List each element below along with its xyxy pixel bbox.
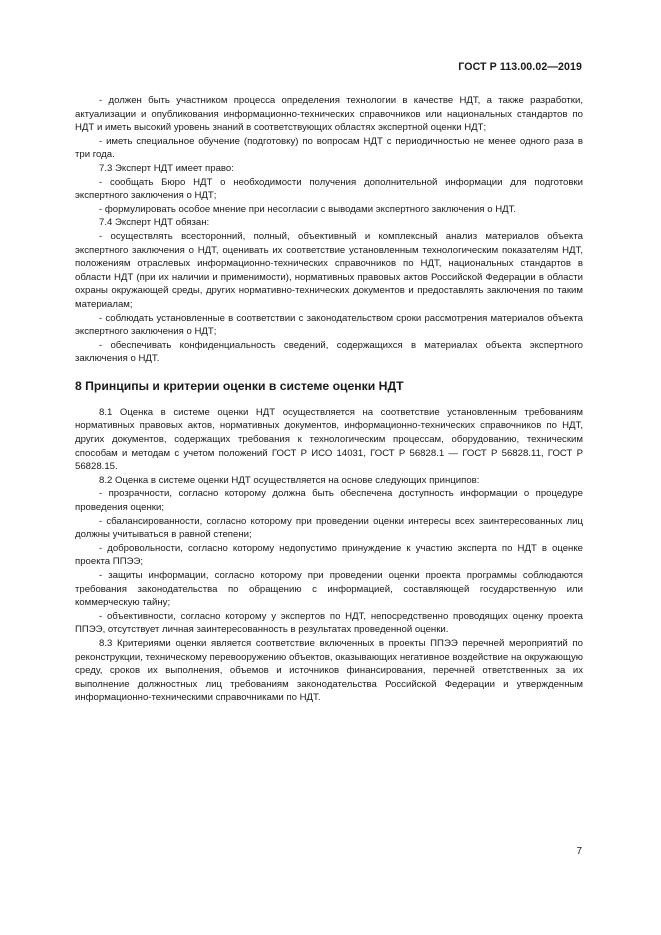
paragraph: 8.1 Оценка в системе оценки НДТ осуществляется на соответствие установленным требованиям нормативных правовых актов, нормативных документов, информационно-технических справочников по НДТ, других документов, содержащих требования к технологическим процессам, оборудованию, техническим способам и методам с учетом положений ГОСТ Р ИСО 14031, ГОСТ Р 56828.1 — ГОСТ Р 56828.11, ГОСТ Р 56828.15.: [75, 406, 583, 473]
paragraph: - осуществлять всесторонний, полный, объективный и комплексный анализ материалов объекта экспертного заключения о НДТ, оценивать их соответствие установленным технологическим показателям НДТ, положениям отраслевых информационно-технических справочников по НДТ, национальных стандартов в области НДТ (при их наличии и применимости), нормативных правовых актов Российской Федерации в области охраны окружающей среды, других нормативно-технических документов и предоставлять заключения по таким материалам;: [75, 230, 583, 310]
paragraph: - формулировать особое мнение при несогласии с выводами экспертного заключения о НДТ.: [99, 203, 517, 215]
paragraph: - сбалансированности, согласно которому при проведении оценки интересы всех заинтересованных лиц должны учитываться в равной степени;: [75, 515, 583, 541]
paragraph: - защиты информации, согласно которому при проведении оценки проекта программы соблюдаются требования законодательства по обращению с информацией, составляющей государственную или коммерческую тайну;: [75, 570, 583, 609]
paragraph: 7.4 Эксперт НДТ обязан:: [99, 217, 210, 229]
paragraph: - иметь специальное обучение (подготовку) по вопросам НДТ с периодичностью не менее одного раза в три года.: [75, 135, 583, 161]
paragraph: - добровольности, согласно которому недопустимо принуждение к участию эксперта по НДТ в оценке проекта ППЭЭ;: [75, 542, 583, 568]
paragraph: - сообщать Бюро НДТ о необходимости получения дополнительной информации для подготовки экспертного заключения о НДТ;: [75, 176, 583, 202]
document-code-header: ГОСТ Р 113.00.02—2019: [458, 61, 582, 73]
paragraph: - прозрачности, согласно которому должна быть обеспечена доступность информации о процедуре проведения оценки;: [75, 488, 583, 514]
paragraph: 8.3 Критериями оценки является соответствие включенных в проекты ППЭЭ перечней мероприятий по реконструкции, техническому перевооружению объектов, оказывающих негативное воздействие на окружающую среду, сроков их выполнения, объемов и источников финансирования, перечней ответственных за их выполнение должностных лиц требованиям законодательства Российской Федерации и утвержденным информационно-техническими справочниками по НДТ.: [75, 637, 583, 704]
paragraph: - объективности, согласно которому у экспертов по НДТ, непосредственно проводящих оценку проекта ППЭЭ, отсутствует личная заинтересованность в результатах проведенной оценки.: [75, 610, 583, 636]
page-body: [75, 94, 583, 705]
paragraph: - соблюдать установленные в соответствии с законодательством сроки рассмотрения материалов объекта экспертного заключения о НДТ;: [75, 312, 583, 338]
paragraph: - должен быть участником процесса определения технологии в качестве НДТ, а также разработки, актуализации и опубликования информационно-технических справочников или национальных стандартов по НДТ и иметь высокий уровень знаний в соответствующих областях экспертной оценки НДТ;: [75, 95, 583, 134]
paragraph: 7.3 Эксперт НДТ имеет право:: [99, 162, 234, 174]
paragraph: - обеспечивать конфиденциальность сведений, содержащихся в материалах объекта экспертного заключения о НДТ.: [75, 339, 583, 365]
paragraph: 8.2 Оценка в системе оценки НДТ осуществляется на основе следующих принципов:: [99, 474, 480, 486]
section-heading: 8 Принципы и критерии оценки в системе оценки НДТ: [75, 378, 404, 393]
page-number: 7: [576, 846, 582, 857]
